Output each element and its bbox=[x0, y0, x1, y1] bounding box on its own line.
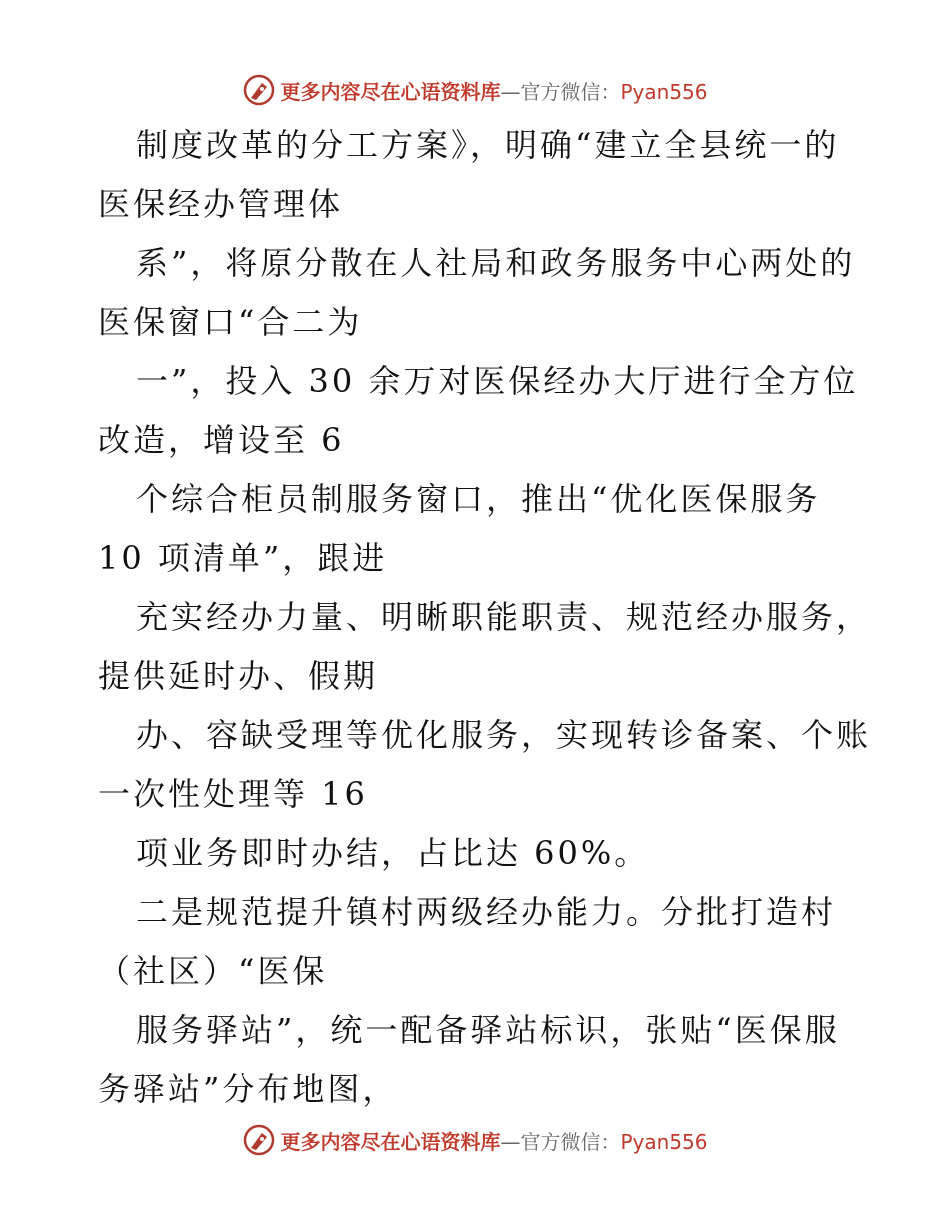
text-line: 一”，投入 30 余万对医保经办大厅进行全方位 bbox=[136, 362, 859, 400]
pen-nib-logo-icon bbox=[242, 73, 276, 107]
watermark-contact: 官方微信： bbox=[520, 79, 621, 104]
footer-watermark bbox=[0, 1120, 950, 1160]
text-line: 充实经办力量、明晰职能职责、规范经办服务， bbox=[136, 598, 872, 636]
text-line: 二是规范提升镇村两级经办能力。分批打造村 bbox=[136, 893, 837, 931]
text-line: 一次性处理等 16 bbox=[98, 775, 368, 813]
watermark-dash: — bbox=[500, 1129, 521, 1154]
watermark-text bbox=[280, 76, 707, 105]
watermark-dash: — bbox=[500, 79, 521, 104]
header-watermark bbox=[0, 70, 950, 110]
watermark-id: Pyan556 bbox=[620, 79, 708, 104]
text-line: 个综合柜员制服务窗口，推出“优化医保服务 bbox=[136, 480, 821, 518]
text-line: 系”，将原分散在人社局和政务服务中心两处的 bbox=[136, 244, 856, 282]
text-line: 务驿站”分布地图， bbox=[98, 1070, 398, 1108]
text-line: 服务驿站”，统一配备驿站标识，张贴“医保服 bbox=[136, 1011, 840, 1049]
text-line: 医保经办管理体 bbox=[98, 185, 344, 223]
watermark-text bbox=[280, 1126, 707, 1155]
watermark-contact: 官方微信： bbox=[520, 1129, 621, 1154]
watermark-id: Pyan556 bbox=[620, 1129, 708, 1154]
pen-nib-logo-icon bbox=[242, 1123, 276, 1157]
text-line: 医保窗口“合二为 bbox=[98, 303, 363, 341]
text-line: 改造，增设至 6 bbox=[98, 421, 345, 459]
text-line: （社区）“医保 bbox=[98, 952, 328, 990]
watermark-main: 更多内容尽在心语资料库 bbox=[280, 1129, 501, 1154]
text-line: 项业务即时办结，占比达 60%。 bbox=[136, 834, 650, 872]
document-body bbox=[98, 116, 872, 1119]
watermark-main: 更多内容尽在心语资料库 bbox=[280, 79, 501, 104]
text-line: 10 项清单”，跟进 bbox=[98, 539, 388, 577]
text-line: 办、容缺受理等优化服务，实现转诊备案、个账 bbox=[136, 716, 872, 754]
text-line: 提供延时办、假期 bbox=[98, 657, 379, 695]
text-line: 制度改革的分工方案》，明确“建立全县统一的 bbox=[136, 126, 840, 164]
